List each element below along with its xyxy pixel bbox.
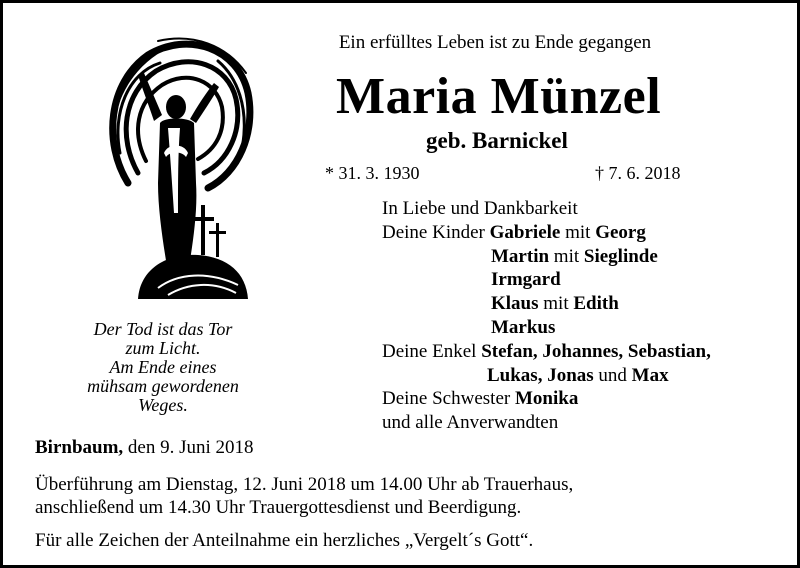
notice-date: den 9. Juni 2018 [123, 437, 254, 458]
quote-line: Weges. [138, 395, 188, 415]
grandchildren-label: Deine Enkel [382, 340, 482, 362]
child-name: Klaus [491, 293, 539, 315]
sister-label: Deine Schwester [382, 388, 515, 410]
grandchildren-names: Lukas, Jonas [487, 364, 594, 386]
funeral-line: anschließend um 14.30 Uhr Trauergottesdienst und Beerdigung. [35, 497, 522, 518]
children-line-2 [382, 245, 711, 269]
memorial-quote [33, 320, 293, 415]
relatives-line: und alle Anverwandten [382, 412, 559, 434]
children-line-4 [382, 292, 711, 316]
children-label: Deine Kinder [382, 221, 490, 243]
connector-text: und [593, 364, 632, 386]
quote-line: mühsam gewordenen [87, 376, 239, 396]
quote-line: zum Licht. [125, 338, 201, 358]
deceased-name: Maria Münzel [336, 68, 662, 125]
child-name: Irmgard [491, 269, 561, 291]
quote-line: Am Ende eines [109, 357, 217, 377]
funeral-details [35, 473, 573, 519]
grandchild-name: Max [631, 364, 669, 386]
place-date-line [35, 437, 254, 459]
intro-text: Ein erfülltes Leben ist zu Ende gegangen [338, 32, 652, 53]
grandchildren-names: Stefan, Johannes, Sebastian, [481, 340, 711, 362]
funeral-line: Überführung am Dienstag, 12. Juni 2018 um 14.00 Uhr ab Trauerhaus, [35, 474, 574, 495]
grandchildren-line-2 [382, 364, 711, 388]
connector-text: mit [560, 221, 596, 243]
death-date: † 7. 6. 2018 [595, 163, 681, 183]
risen-christ-illustration [98, 33, 254, 299]
children-line-1 [382, 221, 711, 245]
partner-name: Edith [573, 293, 619, 315]
birth-date: * 31. 3. 1930 [325, 163, 420, 183]
mourners-list [382, 197, 711, 435]
intro-line [3, 32, 797, 54]
sister-line [382, 387, 711, 411]
sister-name: Monika [514, 388, 579, 410]
connector-text: mit [538, 293, 574, 315]
maiden-name: geb. Barnickel [426, 128, 568, 153]
children-line-5 [382, 316, 711, 340]
grandchildren-line-1 [382, 340, 711, 364]
thanks-line: Für alle Zeichen der Anteilnahme ein herzliches „Vergelt´s Gott“. [35, 530, 534, 551]
place-name: Birnbaum, [35, 437, 124, 458]
children-line-3 [382, 268, 711, 292]
quote-line: Der Tod ist das Tor [93, 319, 233, 339]
child-name: Gabriele [489, 221, 561, 243]
connector-text: mit [549, 245, 584, 267]
partner-name: Sieglinde [583, 245, 658, 267]
dedication-line: In Liebe und Dankbarkeit [382, 198, 578, 219]
partner-name: Georg [595, 221, 646, 243]
child-name: Markus [491, 316, 556, 338]
child-name: Martin [491, 245, 550, 267]
